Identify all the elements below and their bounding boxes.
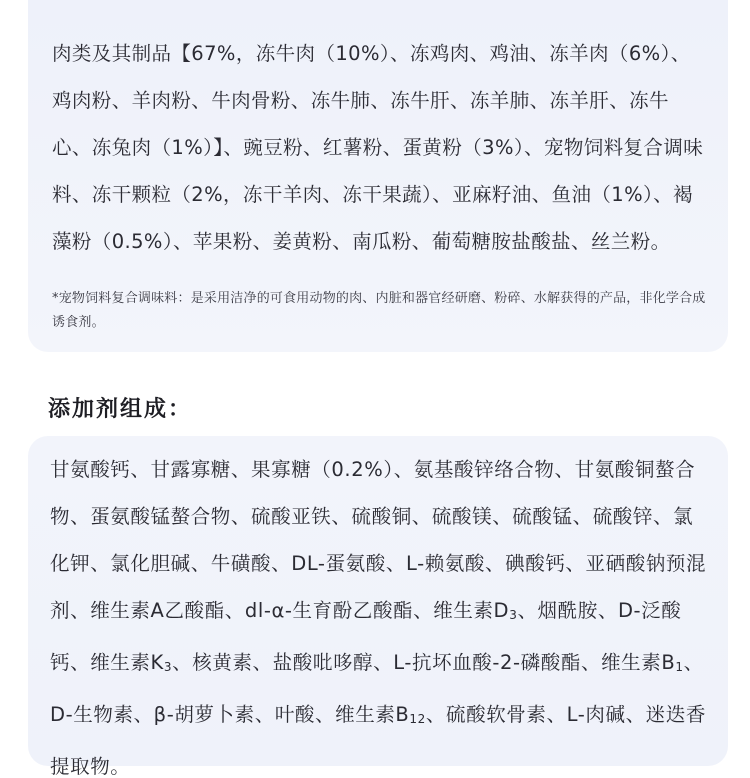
ingredients-card	[28, 0, 728, 352]
vitamin-b1-subscript: 1	[675, 660, 684, 674]
additives-card	[28, 436, 728, 778]
additives-text-part-1: 甘氨酸钙、甘露寡糖、果寡糖（0.2%）、氨基酸锌络合物、甘氨酸铜螯合物、蛋氨酸锰螯合物、硫酸亚铁、硫酸铜、硫酸镁、硫酸锰、硫酸锌、氯化钾、氯化胆碱、牛磺酸、DL-蛋氨酸、L-赖氨酸、碘酸钙、亚硒酸钠预混剂、维生素A乙酸酯、dl-α-生育酚乙酸酯、维生素D	[50, 458, 707, 622]
vitamin-d-subscript: 3	[509, 608, 518, 622]
additives-text	[50, 446, 708, 778]
additives-text-part-5: 、硫酸软骨素、L-肉碱、迷迭香提取物。	[50, 703, 706, 778]
seasoning-footnote: *宠物饲料复合调味料：是采用洁净的可食用动物的肉、内脏和器官经研磨、粉碎、水解获得的产品，非化学合成诱食剂。	[52, 291, 706, 330]
additives-heading: 添加剂组成：	[48, 397, 193, 422]
ingredients-text: 肉类及其制品【67%，冻牛肉（10%）、冻鸡肉、鸡油、冻羊肉（6%）、鸡肉粉、羊肉粉、牛肉骨粉、冻牛肺、冻牛肝、冻羊肺、冻羊肝、冻牛心、冻兔肉（1%）】、豌豆粉、红薯粉、蛋黄粉（3%）、宠物饲料复合调味料、冻干颗粒（2%，冻干羊肉、冻干果蔬）、亚麻籽油、鱼油（1%）、褐藻粉（0.5%）、苹果粉、姜黄粉、南瓜粉、葡萄糖胺盐酸盐、丝兰粉。	[52, 42, 704, 253]
vitamin-b12-subscript: 12	[409, 712, 426, 726]
additives-text-part-4: 、D-生物素、β-胡萝卜素、叶酸、维生素B	[50, 651, 704, 726]
additives-text-part-3: 、核黄素、盐酸吡哆醇、L-抗坏血酸-2-磷酸酯、维生素B	[172, 651, 676, 674]
vitamin-k-subscript: 3	[163, 660, 173, 674]
additives-text-part-2: 、烟酰胺、D-泛酸钙、维生素K	[50, 599, 682, 674]
